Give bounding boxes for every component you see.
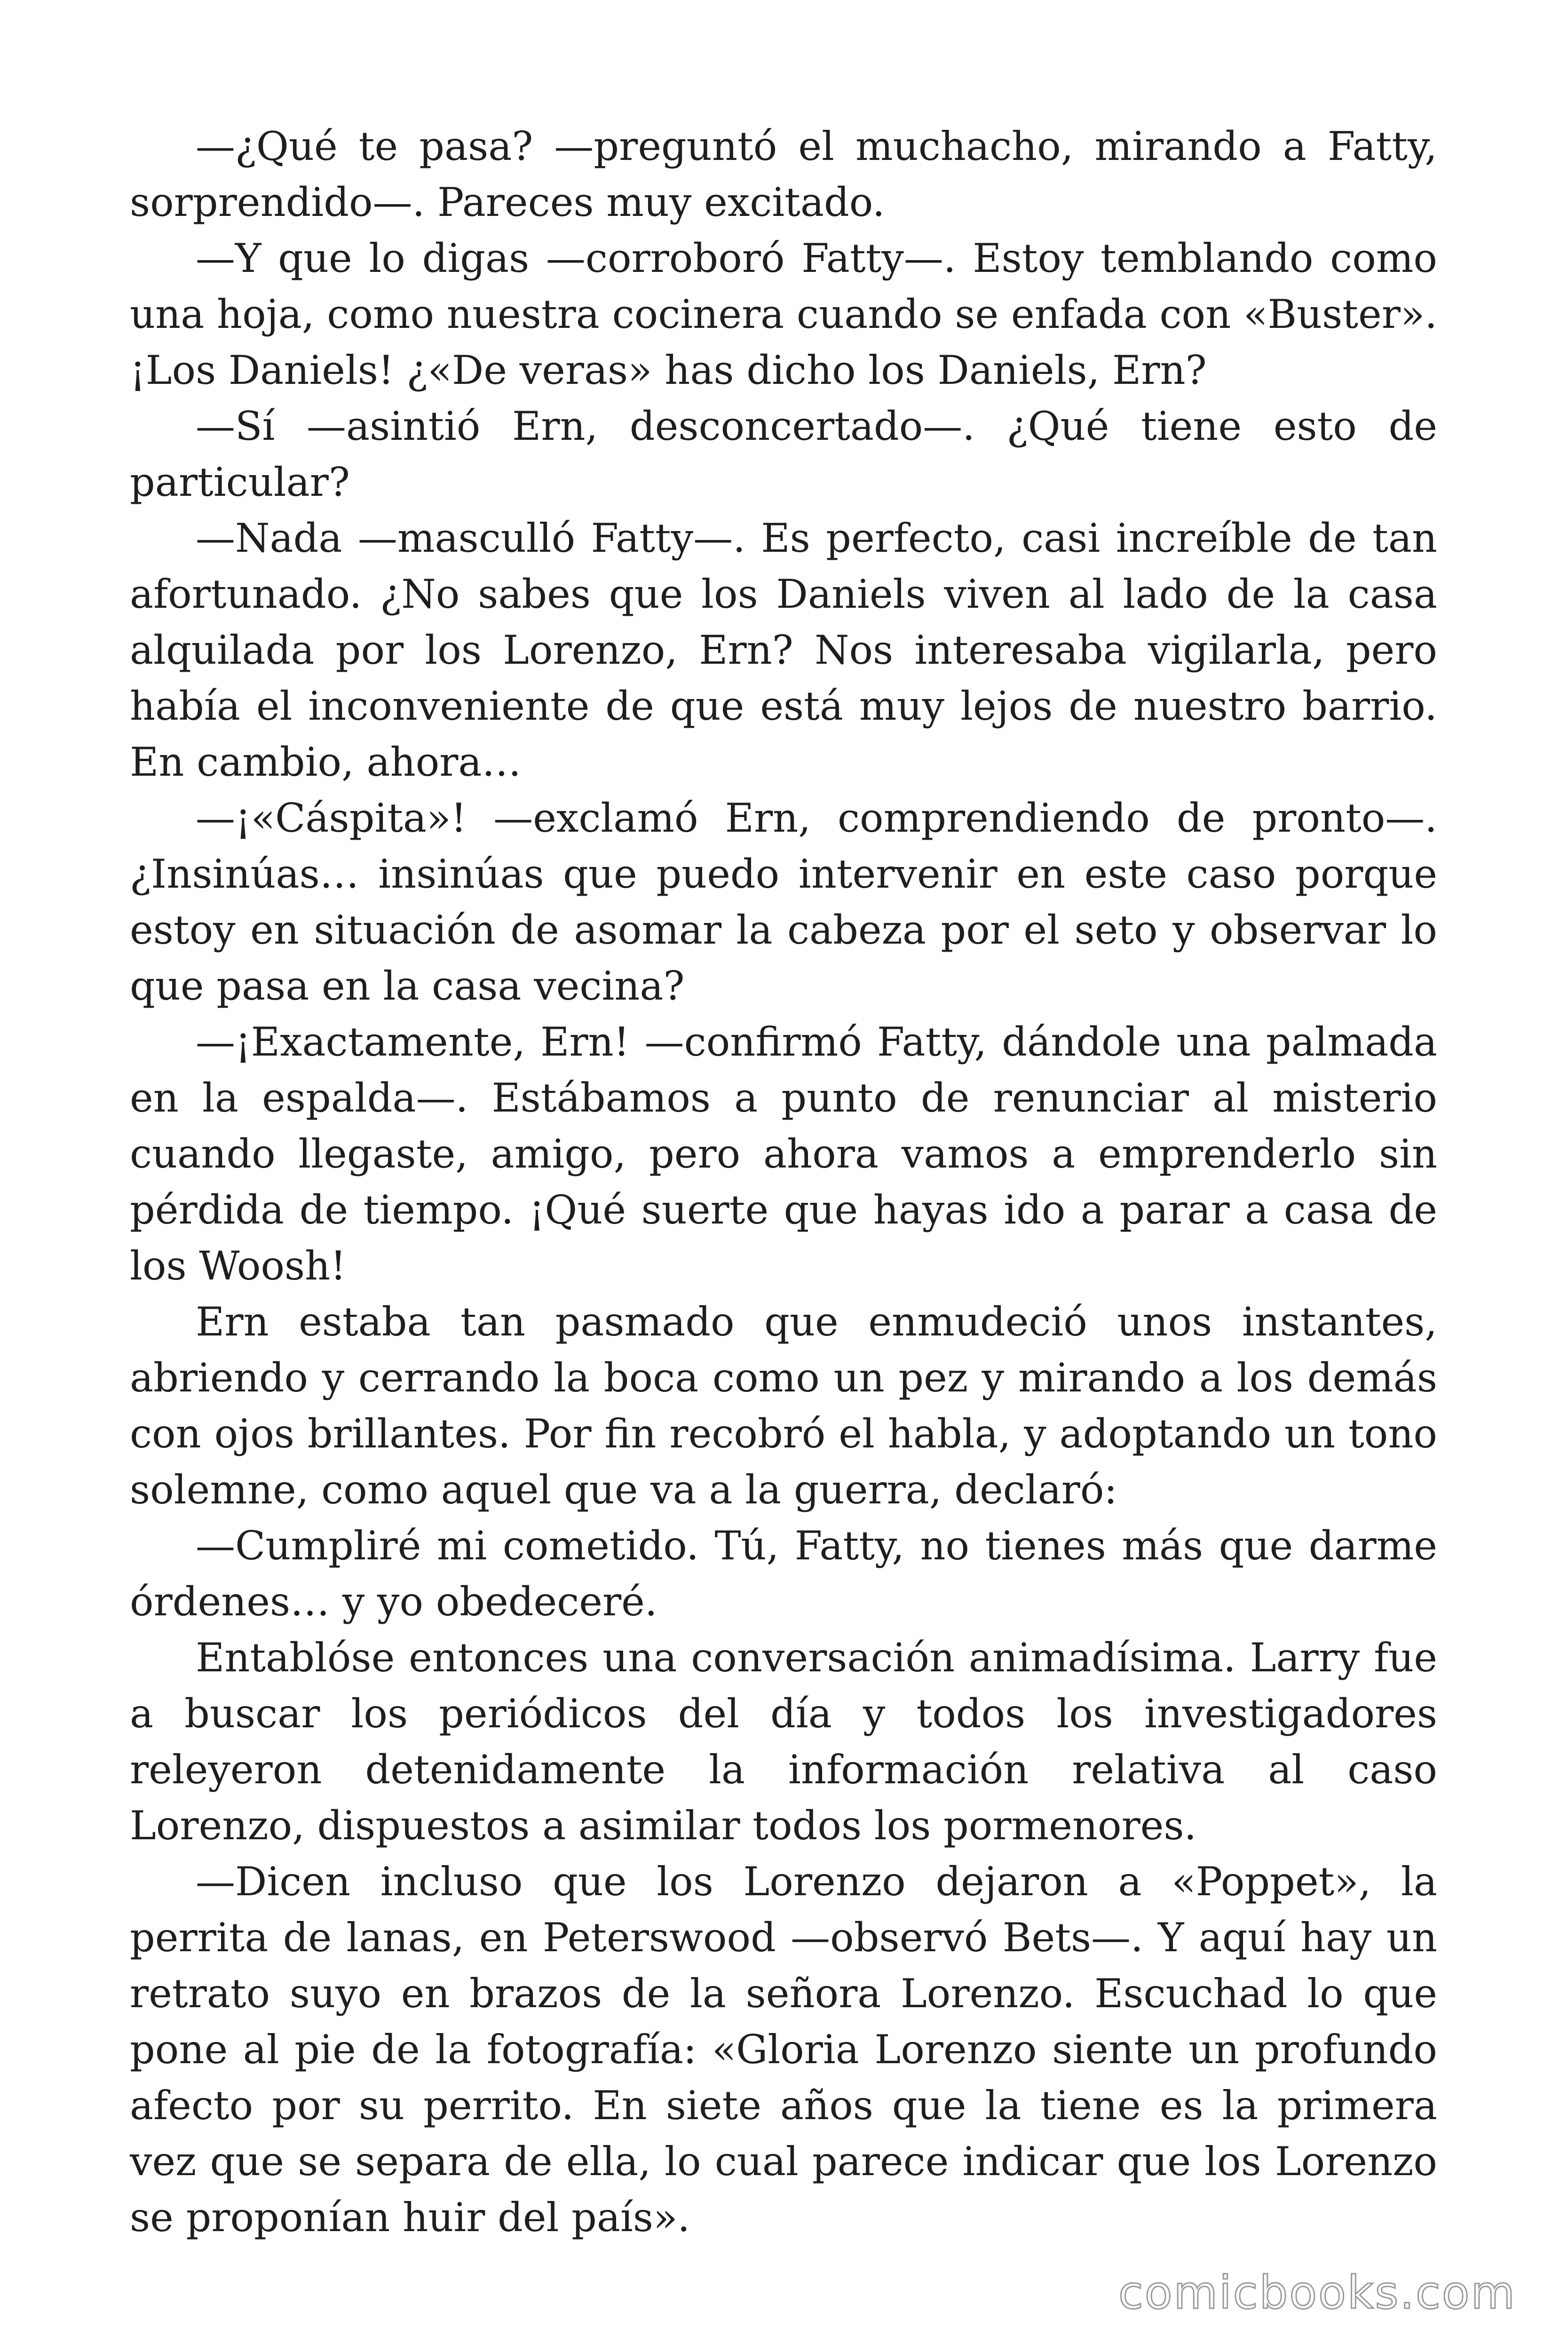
paragraph: Entablóse entonces una conversación animadísima. Larry fue a buscar los periódicos del día y todos los investigadores releyeron detenidamente la información relativa al caso Lorenzo, dispuestos a asimilar todos los pormenores. [130, 1635, 1437, 1849]
book-page-text [130, 119, 1437, 2246]
paragraph: —¡Exactamente, Ern! —confirmó Fatty, dándole una palmada en la espalda—. Estábamos a punto de renunciar al misterio cuando llegaste, amigo, pero ahora vamos a emprenderlo sin pérdida de tiempo. ¡Qué suerte que hayas ido a parar a casa de los Woosh! [130, 1019, 1437, 1289]
paragraph: —Y que lo digas —corroboró Fatty—. Estoy temblando como una hoja, como nuestra cocinera cuando se enfada con «Buster». ¡Los Daniels! ¿«De veras» has dicho los Daniels, Ern? [130, 235, 1437, 393]
paragraph: —Dicen incluso que los Lorenzo dejaron a «Poppet», la perrita de lanas, en Peterswood —observó Bets—. Y aquí hay un retrato suyo en brazos de la señora Lorenzo. Escuchad lo que pone al pie de la fotografía: «Gloria Lorenzo siente un profundo afecto por su perrito. En siete años que la tiene es la primera vez que se separa de ella, lo cual parece indicar que los Lorenzo se proponían huir del país». [130, 1859, 1437, 2241]
paragraph: Ern estaba tan pasmado que enmudeció unos instantes, abriendo y cerrando la boca como un pez y mirando a los demás con ojos brillantes. Por fin recobró el habla, y adoptando un tono solemne, como aquel que va a la guerra, declaró: [130, 1299, 1437, 1513]
paragraph: —¡«Cáspita»! —exclamó Ern, comprendiendo de pronto—. ¿Insinúas… insinúas que puedo intervenir en este caso porque estoy en situación de asomar la cabeza por el seto y observar lo que pasa en la casa vecina? [130, 795, 1437, 1009]
paragraph: —Nada —masculló Fatty—. Es perfecto, casi increíble de tan afortunado. ¿No sabes que los Daniels viven al lado de la casa alquilada por los Lorenzo, Ern? Nos interesaba vigilarla, pero había el inconveniente de que está muy lejos de nuestro barrio. En cambio, ahora… [130, 515, 1437, 785]
paragraph: —¿Qué te pasa? —preguntó el muchacho, mirando a Fatty, sorprendido—. Pareces muy excitado. [130, 123, 1437, 225]
paragraph: —Cumpliré mi cometido. Tú, Fatty, no tienes más que darme órdenes… y yo obedeceré. [130, 1523, 1437, 1625]
paragraph: —Sí —asintió Ern, desconcertado—. ¿Qué tiene esto de particular? [130, 403, 1437, 505]
watermark: comicbooks.com [1118, 2266, 1516, 2319]
